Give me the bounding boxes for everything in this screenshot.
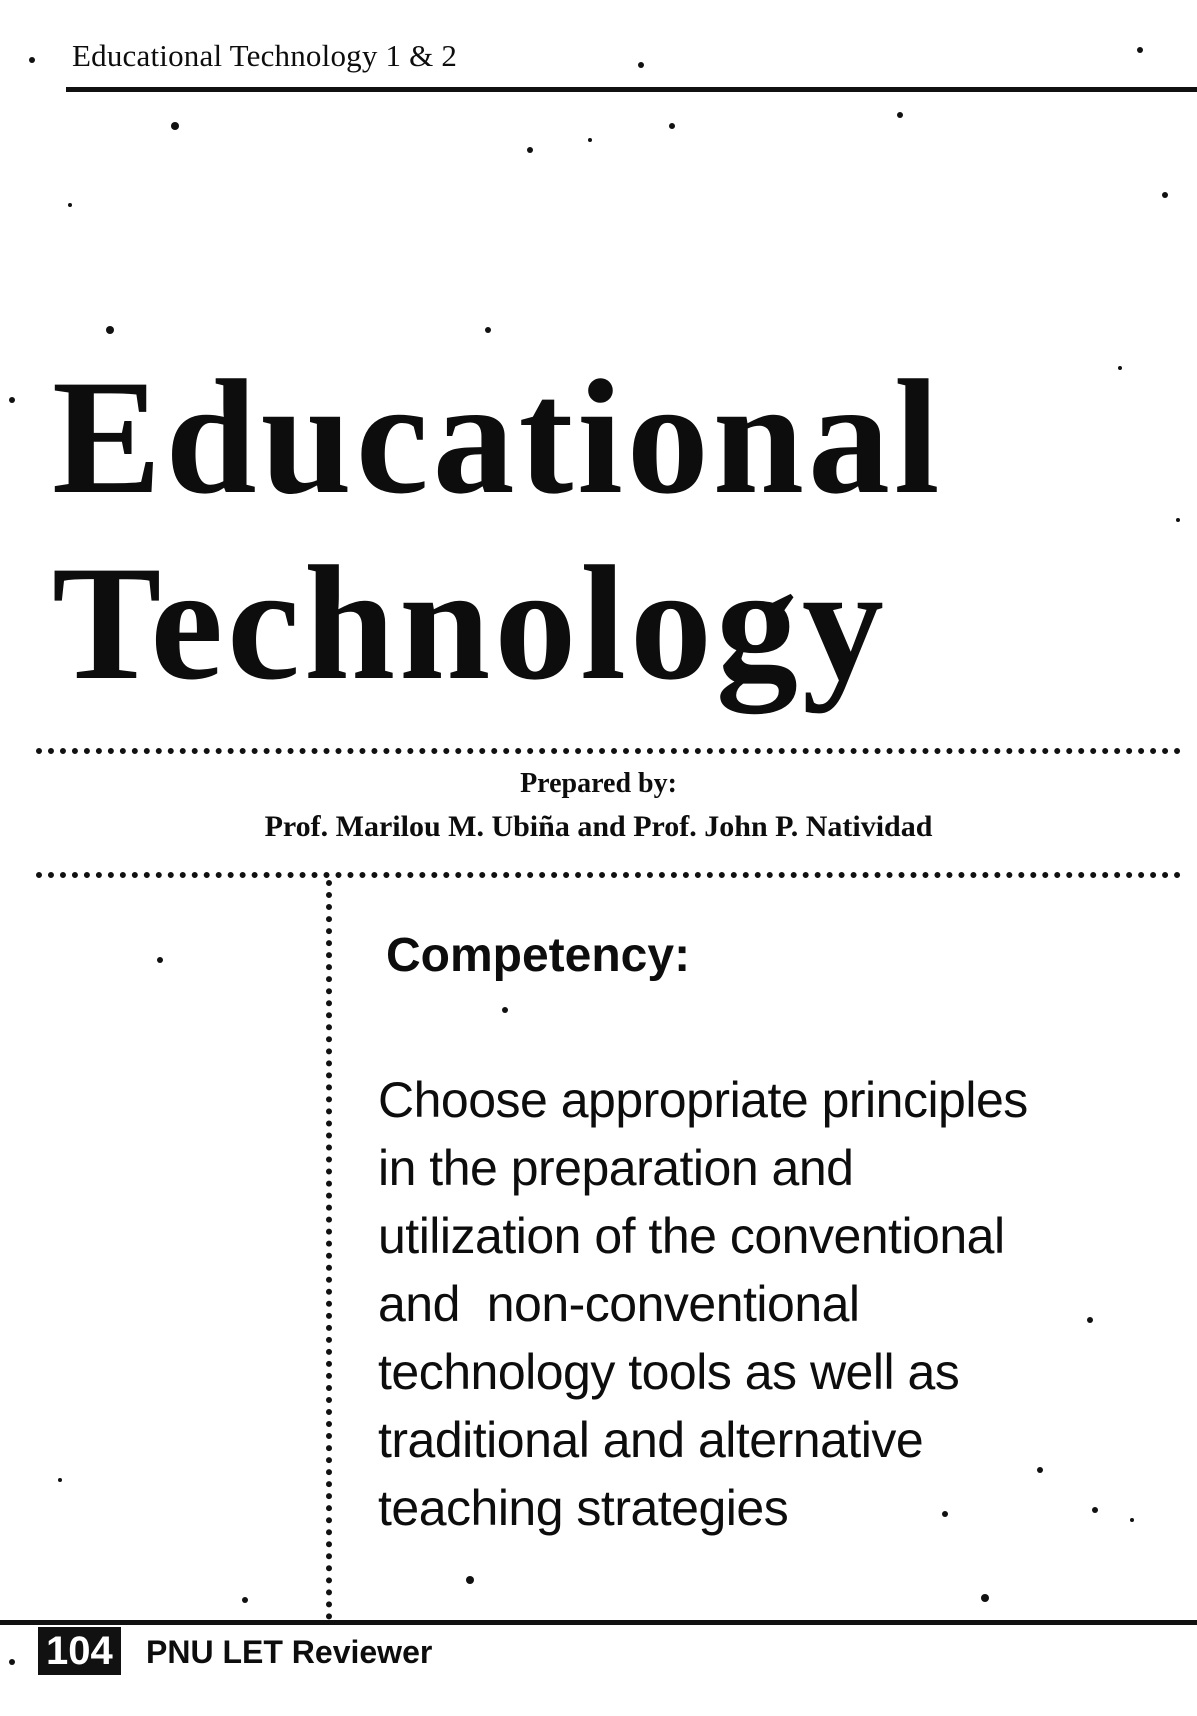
title-line-2: Technology <box>52 533 888 714</box>
dotted-divider-top <box>36 748 1181 754</box>
competency-line: teaching strategies <box>378 1480 789 1536</box>
competency-line: Choose appropriate principles <box>378 1072 1028 1128</box>
competency-line: in the preparation and <box>378 1140 854 1196</box>
page-title <box>52 345 944 717</box>
competency-line: traditional and alternative <box>378 1412 924 1468</box>
competency-line: utilization of the conventional <box>378 1208 1005 1264</box>
footer-rule <box>0 1620 1197 1625</box>
vertical-dotted-divider <box>326 880 332 1620</box>
competency-line: and non-conventional <box>378 1276 860 1332</box>
dotted-divider-bottom <box>36 872 1181 878</box>
competency-line: technology tools as well as <box>378 1344 960 1400</box>
authors: Prof. Marilou M. Ubiña and Prof. John P. Natividad <box>264 810 933 843</box>
competency-text <box>378 1066 1158 1542</box>
competency-heading: Competency: <box>386 929 691 982</box>
running-header: Educational Technology 1 & 2 <box>72 38 458 73</box>
footer-label: PNU LET Reviewer <box>146 1634 433 1670</box>
header-rule <box>66 87 1197 92</box>
title-line-1: Educational <box>52 347 944 528</box>
prepared-by-label: Prepared by: <box>520 768 677 799</box>
page-number-badge: 104 <box>38 1627 121 1675</box>
